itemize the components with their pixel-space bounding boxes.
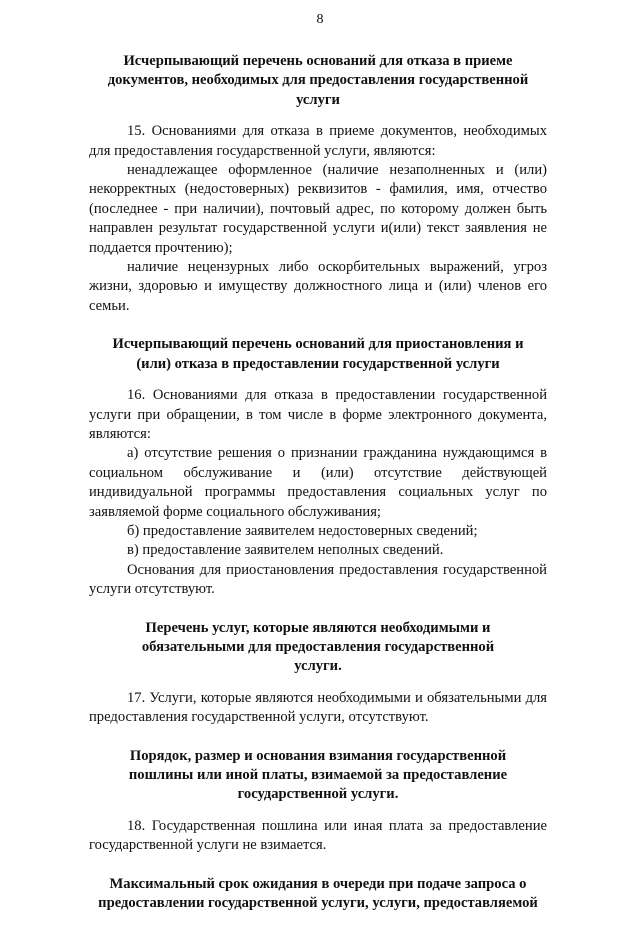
paragraph: б) предоставление заявителем недостоверных сведений;	[127, 522, 478, 539]
paragraph: 15. Основаниями для отказа в приеме документов, необходимых для предоставления государственной услуги, являются:	[89, 123, 547, 159]
paragraph: Основания для приостановления предоставления государственной услуги отсутствуют.	[89, 561, 547, 598]
section-required-services	[89, 619, 547, 728]
paragraph: наличие нецензурных либо оскорбительных выражений, угроз жизни, здоровью и имуществу должностного лица и (или) членов его семьи.	[89, 259, 547, 314]
section-state-fee	[89, 747, 547, 856]
paragraph: 17. Услуги, которые являются необходимыми и обязательными для предоставления государственной услуги, отсутствуют.	[89, 689, 547, 726]
section-refusal-provision	[89, 335, 547, 599]
document-body	[89, 52, 547, 925]
paragraph: в) предоставление заявителем неполных сведений.	[127, 542, 444, 559]
paragraph: а) отсутствие решения о признании гражданина нуждающимся в социальном обслуживание и (или) отсутствие действующей индивидуальной программы предоставления социальных услуг по заявляемой форме социального обслуживания;	[89, 445, 547, 520]
section-heading: Исчерпывающий перечень оснований для отказа в приеме документов, необходимых для предоставления государственной услуги	[107, 53, 529, 108]
section-refusal-accept-documents	[89, 52, 547, 316]
page-number: 8	[316, 12, 324, 27]
section-heading: Порядок, размер и основания взимания государственной пошлины или иной платы, взимаемой за предоставление государственной услуги.	[128, 747, 508, 803]
section-heading: Исчерпывающий перечень оснований для приостановления и (или) отказа в предоставлении государственной услуги	[112, 336, 524, 372]
section-queue-waiting-time	[89, 875, 547, 914]
section-heading: Перечень услуг, которые являются необходимыми и обязательными для предоставления государственной услуги.	[141, 619, 495, 675]
paragraph: ненадлежащее оформленное (наличие незаполненных и (или) некорректных (недостоверных) реквизитов - фамилия, имя, отчество (последнее - при наличии), почтовый адрес, по которому должен быть направлен результат государственной услуги и(или) текст заявления не поддается прочтению);	[89, 162, 547, 256]
paragraph: 18. Государственная пошлина или иная плата за предоставление государственной услуги не взимается.	[89, 817, 547, 854]
paragraph: 16. Основаниями для отказа в предоставлении государственной услуги при обращении, в том числе в форме электронного документа, являются:	[89, 387, 547, 442]
section-heading: Максимальный срок ожидания в очереди при подаче запроса о предоставлении государственной услуги, услуги, предоставляемой	[98, 875, 538, 912]
